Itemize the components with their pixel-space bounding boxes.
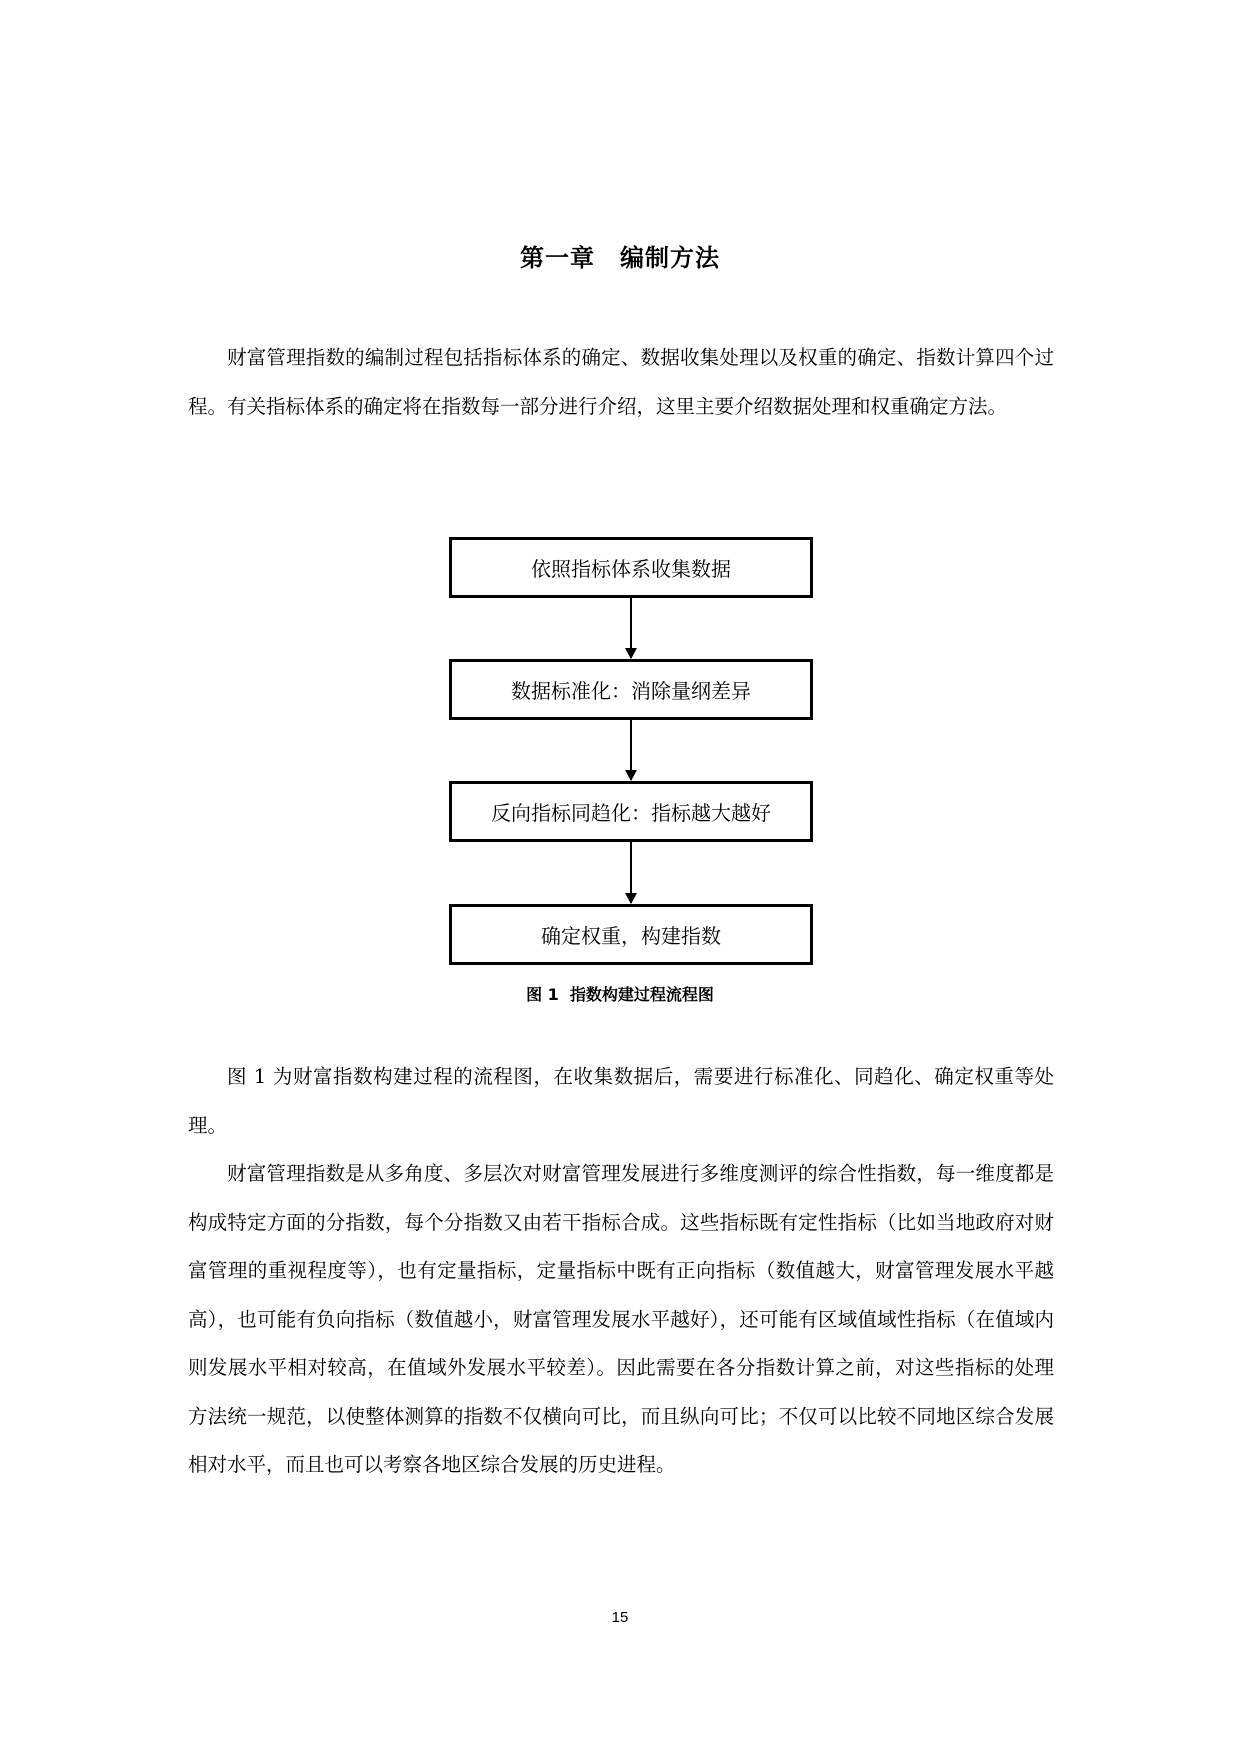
intro-paragraph: 财富管理指数的编制过程包括指标体系的确定、数据收集处理以及权重的确定、指数计算四个过程。有关指标体系的确定将在指数每一部分进行介绍，这里主要介绍数据处理和权重确定方法。 bbox=[188, 346, 1054, 418]
chapter-title: 第一章 编制方法 bbox=[520, 244, 720, 272]
flowchart-step-same-direction: 反向指标同趋化：指标越大越好 bbox=[449, 781, 813, 842]
page-number: 15 bbox=[611, 1609, 629, 1626]
flowchart-arrow-2 bbox=[630, 720, 632, 780]
detail-paragraph: 财富管理指数是从多角度、多层次对财富管理发展进行多维度测评的综合性指数，每一维度都是构成特定方面的分指数，每个分指数又由若干指标合成。这些指标既有定性指标（比如当地政府对财富管理的重视程度等），也有定量指标，定量指标中既有正向指标（数值越大，财富管理发展水平越高），也可能有负向指标（数值越小，财富管理发展水平越好），还可能有区域值域性指标（在值域内则发展水平相对较高，在值域外发展水平较差）。因此需要在各分指数计算之前，对这些指标的处理方法统一规范，以使整体测算的指数不仅横向可比，而且纵向可比；不仅可以比较不同地区综合发展相对水平，而且也可以考察各地区综合发展的历史进程。 bbox=[188, 1162, 1054, 1476]
flowchart-step-standardize: 数据标准化：消除量纲差异 bbox=[449, 659, 813, 720]
flowchart-arrow-1 bbox=[630, 598, 632, 658]
flowchart-step-weights: 确定权重，构建指数 bbox=[449, 904, 813, 965]
figure-explanation-paragraph: 图 1 为财富指数构建过程的流程图，在收集数据后，需要进行标准化、同趋化、确定权重等处理。 bbox=[188, 1065, 1054, 1137]
flowchart-step-collect-data: 依照指标体系收集数据 bbox=[449, 537, 813, 598]
flowchart-arrow-3 bbox=[630, 842, 632, 903]
figure-caption: 图 1 指数构建过程流程图 bbox=[526, 985, 714, 1004]
